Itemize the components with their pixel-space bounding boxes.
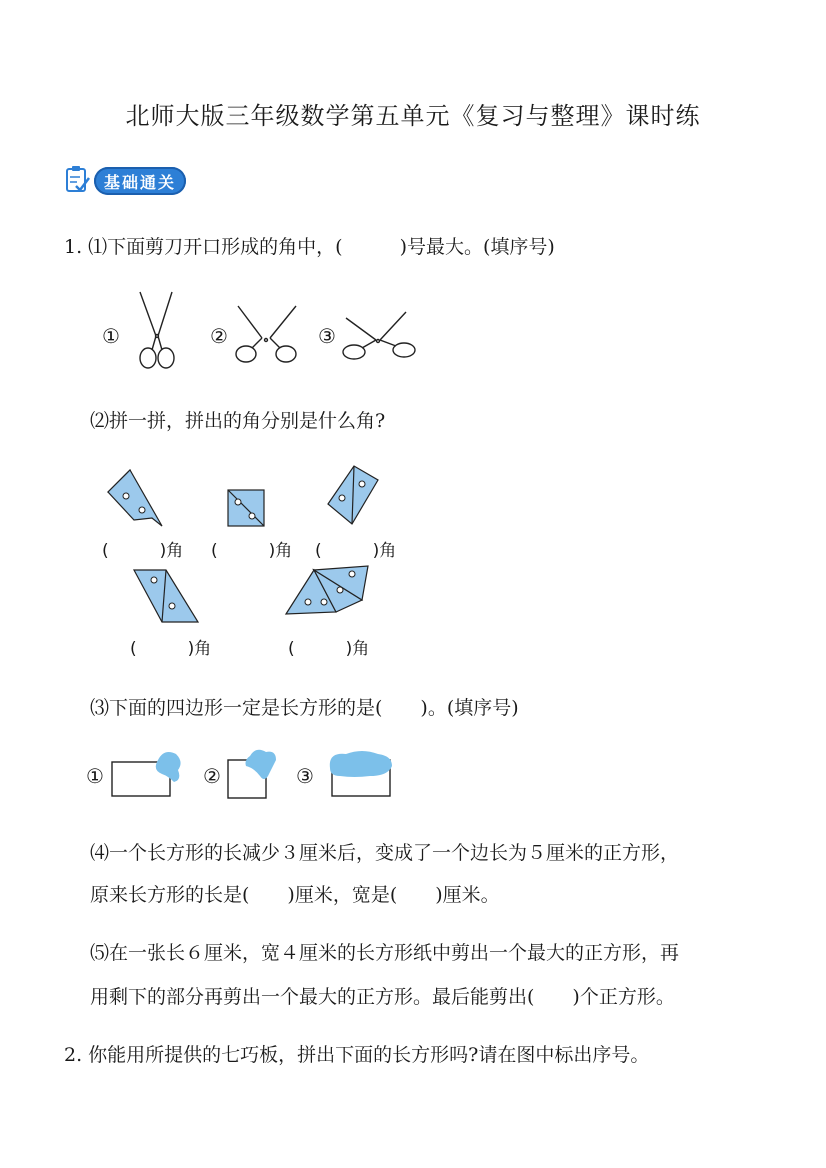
q1-part5-line1: ⑸在一张长６厘米，宽４厘米的长方形纸中剪出一个最大的正方形，再	[90, 942, 680, 964]
angle-answer-5: ( )角	[288, 639, 370, 659]
scissors-label-1: ①	[102, 324, 120, 348]
scissors-label-3: ③	[318, 324, 336, 348]
section-badge-label: 基础通关	[94, 167, 186, 195]
q1-part4-line2: 原来长方形的长是( )厘米，宽是( )厘米。	[90, 884, 500, 906]
q1-part1: 1. ⑴下面剪刀开口形成的角中，( )号最大。(填序号)	[64, 236, 555, 258]
angle-answer-4: ( )角	[130, 639, 212, 659]
q1-part5-line2: 用剩下的部分再剪出一个最大的正方形。最后能剪出( )个正方形。	[90, 986, 675, 1008]
angle-answer-3: ( )角	[315, 541, 397, 561]
q1-part2: ⑵拼一拼，拼出的角分别是什么角?	[90, 410, 386, 432]
q1-part3: ⑶下面的四边形一定是长方形的是( )。(填序号)	[90, 697, 519, 719]
ink-blob-3	[330, 751, 392, 777]
page-title: 北师大版三年级数学第五单元《复习与整理》课时练	[125, 102, 701, 130]
puzzle-1-triangle-b	[108, 470, 162, 526]
clipboard-check-icon	[64, 165, 90, 197]
scissors-label-2: ②	[210, 324, 228, 348]
ink-blob-1	[156, 752, 181, 782]
ink-blob-2	[246, 750, 277, 779]
quad-label-1: ①	[86, 764, 104, 788]
angle-answer-2: ( )角	[211, 541, 293, 561]
quad-label-2: ②	[203, 764, 221, 788]
q1-part4-line1: ⑷一个长方形的长减少３厘米后，变成了一个边长为５厘米的正方形，	[90, 842, 680, 864]
q2-text: 2. 你能用所提供的七巧板，拼出下面的长方形吗?请在图中标出序号。	[64, 1044, 650, 1066]
quadrilaterals-figure	[100, 746, 400, 806]
quad-label-3: ③	[296, 764, 314, 788]
angle-answer-1: ( )角	[102, 541, 184, 561]
scissors-icon	[100, 288, 420, 372]
section-badge	[64, 166, 186, 196]
